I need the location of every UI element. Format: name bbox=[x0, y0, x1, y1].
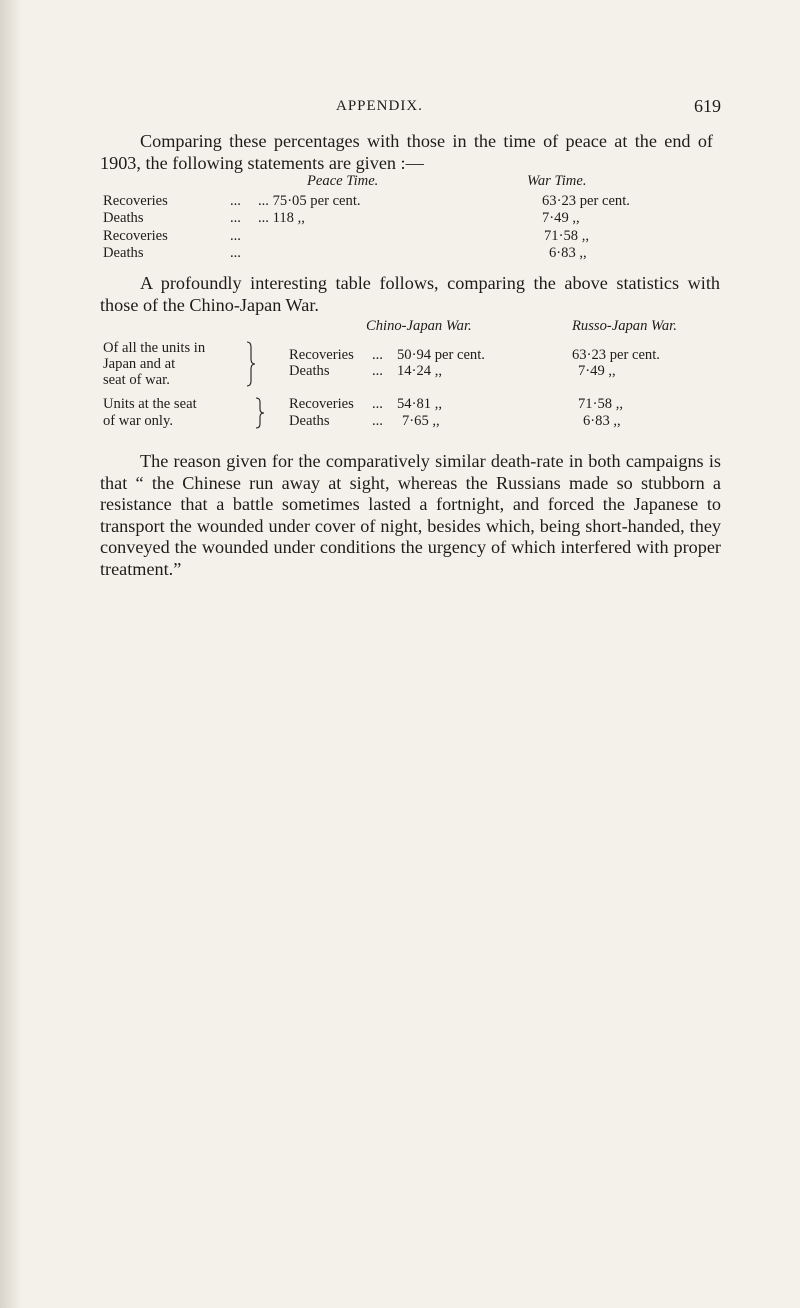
group-label-line: Units at the seat bbox=[103, 396, 197, 412]
row-label: Recoveries bbox=[103, 228, 168, 244]
row-dots: ... bbox=[372, 347, 383, 363]
row-chino-value: 50·94 per cent. bbox=[397, 347, 485, 363]
group-label-line: seat of war. bbox=[103, 372, 170, 388]
row-war-value: 6·83 ,, bbox=[549, 245, 587, 261]
row-dots: ... bbox=[230, 210, 241, 226]
row-war-value: 63·23 per cent. bbox=[542, 193, 630, 209]
paragraph-2: A profoundly interesting table follows, comparing the above statistics with those of the Chino-Japan War. bbox=[100, 273, 720, 315]
row-label: Deaths bbox=[289, 413, 330, 429]
group-label-line: Of all the units in bbox=[103, 340, 206, 356]
col-header-peace: Peace Time. bbox=[307, 173, 379, 189]
row-dots: ... bbox=[230, 193, 241, 209]
header-title: APPENDIX. bbox=[336, 98, 423, 114]
paragraph-3: The reason given for the comparatively similar death-rate in both campaigns is that “ the Chinese run away at sight, whereas the Russians made so stubborn a resistance that a battle sometimes lasted a fortnight, and forced the Japanese to transport the wounded under cover of night, besides which, being short-handed, they conveyed the wounded under conditions the urgency of which interfered with proper treatment.” bbox=[100, 451, 721, 579]
page-number: 619 bbox=[694, 96, 721, 116]
row-chino-value: 54·81 ,, bbox=[397, 396, 442, 412]
row-russo-value: 63·23 per cent. bbox=[572, 347, 660, 363]
row-russo-value: 6·83 ,, bbox=[583, 413, 621, 429]
col-header-war: War Time. bbox=[527, 173, 587, 189]
col-header-russo-japan: Russo-Japan War. bbox=[572, 318, 677, 334]
row-peace-value: ... 75·05 per cent. bbox=[258, 193, 361, 209]
row-label: Deaths bbox=[289, 363, 330, 379]
row-dots: ... bbox=[372, 396, 383, 412]
paragraph-1: Comparing these percentages with those in the time of peace at the end of 1903, the following statements are given :— bbox=[100, 131, 713, 173]
group-label-line: of war only. bbox=[103, 413, 173, 429]
row-war-value: 71·58 ,, bbox=[544, 228, 589, 244]
row-dots: ... bbox=[230, 228, 241, 244]
row-label: Recoveries bbox=[289, 396, 354, 412]
page-edge-shadow bbox=[0, 0, 22, 1308]
row-chino-value: 7·65 ,, bbox=[402, 413, 440, 429]
row-label: Recoveries bbox=[289, 347, 354, 363]
row-chino-value: 14·24 ,, bbox=[397, 363, 442, 379]
row-dots: ... bbox=[372, 363, 383, 379]
col-header-chino-japan: Chino-Japan War. bbox=[366, 318, 472, 334]
row-dots: ... bbox=[230, 245, 241, 261]
row-label: Deaths bbox=[103, 210, 144, 226]
row-label: Recoveries bbox=[103, 193, 168, 209]
row-dots: ... bbox=[372, 413, 383, 429]
group-label-line: Japan and at bbox=[103, 356, 176, 372]
row-russo-value: 71·58 ,, bbox=[578, 396, 623, 412]
right-brace-icon bbox=[245, 341, 257, 387]
row-russo-value: 7·49 ,, bbox=[578, 363, 616, 379]
right-brace-icon bbox=[254, 397, 266, 429]
row-label: Deaths bbox=[103, 245, 144, 261]
row-war-value: 7·49 ,, bbox=[542, 210, 580, 226]
row-peace-value: ... 118 ,, bbox=[258, 210, 305, 226]
